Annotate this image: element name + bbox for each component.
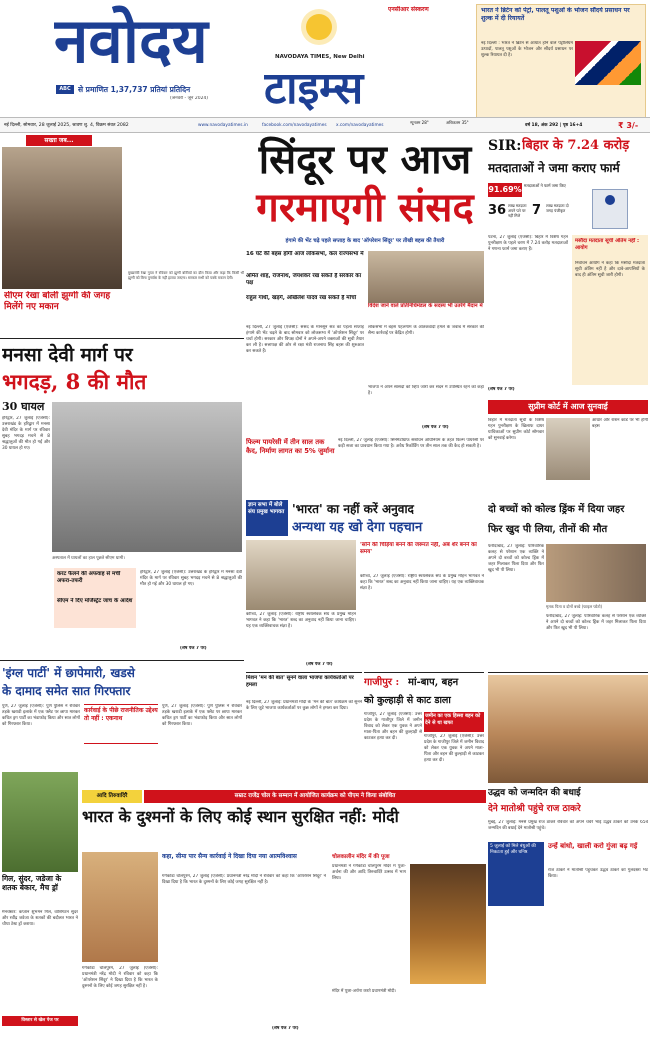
sir-stat2: 36 bbox=[488, 203, 507, 218]
film-body: नई दिल्ली, 27 जुलाई (एजेंसी): सिनेमैटोग्राफ संशोधन अधिनियम के तहत फिल्म पायरेसी पर कड़ी सजा का प्रावधान किया गया है। अवैध रिकॉर्डिंग पर तीन साल तक की कैद हो सकती है। bbox=[338, 438, 484, 449]
mob-story bbox=[246, 672, 362, 772]
masthead-tagline: NAVODAYA TIMES, New Delhi bbox=[275, 54, 365, 60]
uddhav-body: मुंबई, 27 जुलाई: मनसे प्रमुख राज ठाकरे रविवार को अपने चचेरे भाई उद्धव ठाकरे को उनके 65वें जन्मदिन की बधाई देने मातोश्री पहुंचे। bbox=[488, 820, 648, 831]
mob-body: नई दिल्ली, 27 जुलाई: प्रधानमंत्री मोदी के 'मन की बात' कार्यक्रम को सुनने के लिए जुटे भाजपा कार्यकर्ताओं पर कुछ लोगों ने हमला कर दिया। bbox=[246, 700, 362, 711]
temple-text: प्रधानमंत्री ने गंगैकोंडा चोलपुरम मंदिर में पूजा-अर्चना की और आदि तिरुवादिरै उत्सव में भाग लिया। bbox=[332, 864, 406, 881]
stampede-body-2: हरिद्वार, 27 जुलाई (एजेंसी): उत्तराखंड के हरिद्वार में मनसा देवी मंदिर के मार्ग पर रविवार सुबह भगदड़ मचने से 8 श्रद्धालुओं की मौत हो गई और 30 घायल हो गए। bbox=[140, 570, 242, 587]
stampede-body: हरिद्वार, 27 जुलाई (एजेंसी): उत्तराखंड के हरिद्वार में मनसा देवी मंदिर के मार्ग पर रविवार सुबह भगदड़ मचने से 8 श्रद्धालुओं की मौत हो गई और 30 घायल हो गए। bbox=[2, 416, 50, 451]
khadse-side: कार्रवाई के पीछे राजनीतिक उद्देश्य तो नहीं : एकनाथ bbox=[84, 704, 158, 744]
language-more: (शेष पेज 7 पर) bbox=[306, 662, 333, 667]
promo-headline: भारत ने ब्रिटेन को पेट्रो, पालतू पशुओं के भोजन सौंदर्य प्रसाधन पर शुल्क में दी रियायतें bbox=[481, 7, 630, 22]
lead-bullet: अमित शाह, राजनाथ, जयशंकर रख सकते हैं सरकार का पक्ष bbox=[246, 273, 362, 286]
drink-headline2: फिर खुद पी लिया, तीनों की मौत bbox=[488, 524, 608, 535]
language-body-2: कोच्चि, 27 जुलाई (एजेंसी): राष्ट्रीय स्वयंसेवक संघ के प्रमुख मोहन भागवत ने कहा कि 'भारत' शब्द का अनुवाद नहीं किया जाना चाहिए। यह एक व्यक्तिवाचक संज्ञा है। bbox=[246, 612, 356, 629]
cricket-photo bbox=[2, 772, 78, 872]
ghazipur-body: गाजीपुर, 27 जुलाई (एजेंसी): उत्तर प्रदेश के गाजीपुर जिले में जमीन विवाद को लेकर एक युवक ने अपने माता-पिता और बहन की कुल्हाड़ी से काटकर हत्या कर दी। bbox=[364, 712, 422, 741]
lead-body: नई दिल्ली, 27 जुलाई (एजेंसी): संसद के मानसून सत्र का पहला सप्ताह हंगामे की भेंट चढ़ने के बाद सोमवार को लोकसभा में 'ऑपरेशन सिंदूर' पर चर्चा होगी। सरकार और विपक्ष दोनों ने अपने-अपने वक्ताओं की सूची तैयार कर ली है। सत्तापक्ष की ओर से रक्षा मंत्री राजनाथ सिंह बहस की शुरुआत कर सकते हैं। bbox=[246, 325, 364, 354]
stampede-bullet: सीएम ने दिए मजिस्ट्रेट जांच के आदेश bbox=[57, 598, 133, 604]
sir-headline: बिहार के 7.24 करोड़ bbox=[522, 138, 630, 153]
modi-sub1: कहा, सीमा पार सैन्य कार्रवाई ने दिखा दिया नया आत्मविश्वास bbox=[162, 853, 297, 860]
flags-image bbox=[575, 41, 641, 85]
cm-visit-photo bbox=[2, 147, 122, 289]
uddhav-raj-photo bbox=[488, 675, 648, 783]
masthead-title: नवोदय bbox=[54, 5, 208, 77]
language-body: कोच्चि, 27 जुलाई (एजेंसी): राष्ट्रीय स्वयंसेवक संघ के प्रमुख मोहन भागवत ने कहा कि 'भारत' शब्द का अनुवाद नहीं किया जाना चाहिए। यह एक व्यक्तिवाचक संज्ञा है। bbox=[360, 574, 484, 591]
bond-headline: उन्हें बांधो, खाली करो गुंजा बढ़ गई bbox=[548, 842, 638, 850]
language-story bbox=[246, 500, 484, 670]
modi-body: गंगैकोंडा चोलपुरम, 27 जुलाई (एजेंसी): प्रधानमंत्री नरेंद्र मोदी ने रविवार को कहा कि 'ऑपरेशन सिंदूर' ने दिखा दिया है कि भारत के दुश्मनों के लिए कोई जगह सुरक्षित नहीं है। bbox=[162, 874, 326, 885]
temple-photo bbox=[410, 864, 486, 984]
drink-headline1: दो बच्चों को कोल्ड ड्रिंक में दिया जहर bbox=[488, 504, 625, 515]
language-tag: ज्ञान सभा में बोले संघ प्रमुख भागवत bbox=[246, 500, 288, 536]
stampede-photo bbox=[52, 402, 242, 552]
sport-link[interactable]: विस्तार से खेल पेज पर bbox=[2, 1016, 78, 1026]
temple-caption: मंदिर में पूजा-अर्चना करते प्रधानमंत्री मोदी। bbox=[332, 988, 397, 993]
bhagwat-photo bbox=[246, 540, 356, 610]
modi-strap: सम्राट राजेंद्र चोल के सम्मान में आयोजित कार्यक्रम को पीएम ने किया संबोधित bbox=[144, 790, 486, 803]
masthead bbox=[0, 0, 650, 133]
modi-more: (शेष पेज 7 पर) bbox=[272, 1026, 299, 1031]
stampede-headline1: मनसा देवी मार्ग पर bbox=[2, 344, 133, 366]
uddhav-headline1: उद्धव को जन्मदिन की बधाई bbox=[488, 788, 581, 798]
lead-subheadline: गरमाएगी संसद bbox=[256, 184, 474, 231]
left-top-caption: सीएम रेखा बोलीं झुग्गी की जगह मिलेंगे नए मकान bbox=[4, 291, 111, 312]
sir-tag: SIR: bbox=[488, 138, 522, 154]
uddhav-headline2: देने मातोश्री पहुंचे राज ठाकरे bbox=[488, 804, 581, 814]
ghazipur-tag: गाजीपुर : bbox=[364, 677, 400, 688]
sir-stat1: 91.69% bbox=[488, 183, 522, 197]
stampede-bullets bbox=[54, 568, 136, 628]
issue-meta: वर्ष 18, अंक 292 | पृष्ठ 16+4 bbox=[525, 123, 583, 128]
edition-label: एनसीआर संस्करण bbox=[388, 6, 429, 13]
bond-body: राज ठाकरे ने मातोश्री पहुंचकर उद्धव ठाकरे को गुलदस्ता भेंट किया। bbox=[548, 868, 648, 879]
stampede-more: (शेष पेज 7 पर) bbox=[180, 646, 207, 651]
stampede-caption: अस्पताल में घायलों का हाल पूछते सीएम धामी। bbox=[52, 556, 125, 561]
promo-text: नई दिल्ली : भारत ने ब्रिटेन से आयात होने वाले पेट्रोलियम उत्पादों, पालतू पशुओं के भोजन और सौंदर्य प्रसाधन पर शुल्क रियायत दी है। bbox=[481, 41, 573, 58]
stampede-story bbox=[0, 338, 244, 658]
sir-more: (शेष पेज 7 पर) bbox=[488, 387, 515, 392]
weather-max: अधिकतम 35° bbox=[446, 120, 469, 125]
film-story bbox=[246, 438, 484, 498]
stampede-headline2: भगदड़, 8 की मौत bbox=[2, 369, 147, 394]
drink-story bbox=[488, 500, 648, 670]
sir-story bbox=[488, 135, 648, 435]
sir-box-text: निर्वाचन आयोग ने कहा कि मसौदा मतदाता सूची अंतिम नहीं है और दावे-आपत्तियों के बाद ही अंतिम सूची जारी होगी। bbox=[575, 261, 645, 278]
x-link[interactable]: x.com/navodayatimes bbox=[336, 123, 384, 128]
khadse-story bbox=[0, 660, 244, 770]
dateline-strip bbox=[0, 117, 650, 133]
parliament-photo bbox=[368, 251, 484, 303]
sir-stat3: 7 bbox=[532, 203, 542, 218]
abc-badge: ABC bbox=[56, 85, 74, 94]
modi-tag: आदि तिरुवादिरै bbox=[82, 790, 142, 803]
court-text: बिहार में मतदाता सूची के विशेष गहन पुनरीक्षण के खिलाफ दायर याचिकाओं पर सुप्रीम कोर्ट सोमवार को सुनवाई करेगा। bbox=[488, 418, 544, 441]
masthead-subtitle: टाइम्स bbox=[264, 64, 364, 114]
left-top-story bbox=[0, 135, 124, 335]
sir-stat1-label: मतदाताओं ने फार्म जमा किए bbox=[524, 183, 566, 188]
sport-story bbox=[0, 772, 80, 1034]
khadse-body-2: पुणे, 27 जुलाई (एजेंसी): पुणे पुलिस ने रविवार तड़के खराडी इलाके में एक फ्लैट पर छापा मारकर कथित ड्रग पार्टी का भंडाफोड़ किया और सात लोगों को गिरफ्तार किया। bbox=[162, 704, 242, 727]
khadse-body: पुणे, 27 जुलाई (एजेंसी): पुणे पुलिस ने रविवार तड़के खराडी इलाके में एक फ्लैट पर छापा मारकर कथित ड्रग पार्टी का भंडाफोड़ किया और सात लोगों को गिरफ्तार किया। bbox=[2, 704, 80, 727]
language-headline1: 'भारत' का नहीं करें अनुवाद bbox=[292, 502, 414, 516]
lead-side-a: लोकसभा में बहस पहलगाम के आतंकवादी हमले के जवाब में सरकार की सैन्य कार्रवाई पर केंद्रित होगी। bbox=[368, 325, 484, 336]
left-top-banner: सख्ता जब... bbox=[26, 135, 92, 146]
court-banner: सुप्रीम कोर्ट में आज सुनवाई bbox=[488, 400, 648, 414]
ghazipur-headline2: को कुल्हाड़ी से काट डाला bbox=[364, 695, 451, 706]
drink-caption: मृतक पिता व दोनों बच्चे (फाइल फोटो) bbox=[546, 604, 603, 609]
price: ₹ 3/- bbox=[618, 121, 639, 130]
sir-body: पटना, 27 जुलाई (एजेंसी): बिहार में विशेष गहन पुनरीक्षण के पहले चरण में 7.24 करोड़ मतदाताओं ने गणना फार्म जमा कराए हैं। bbox=[488, 235, 568, 252]
lead-bullet: राहुल गांधी, खड़गे, अखिलेश यादव रख सकते हैं मोर्चा bbox=[246, 295, 357, 301]
temple-box bbox=[332, 852, 486, 1032]
sir-headline2: मतदाताओं ने जमा कराए फार्म bbox=[488, 161, 620, 175]
website-link[interactable]: www.navodayatimes.in bbox=[198, 123, 248, 128]
promo-box bbox=[476, 4, 646, 130]
ghazipur-bullet: जमीन का एक हिस्सा बहन को देने से था खफा bbox=[424, 712, 484, 732]
lead-bullet: 16 घंटे की बहस होगी आज लोकसभा, कल राज्यसभा में bbox=[246, 251, 364, 257]
sir-stat2-label: लाख मतदाता अपने पते पर नहीं मिले bbox=[508, 203, 527, 218]
khadse-headline1: 'इंग्ल पार्टी' में छापेमारी, खडसे bbox=[2, 666, 135, 680]
stampede-bullet: करंट फैलने की अफवाह से मची अफरा-तफरी bbox=[57, 571, 121, 584]
ghazipur-headline1: मां-बाप, बहन bbox=[408, 677, 459, 688]
sport-body: मैनचेस्टर: कप्तान शुभमन गिल, वाशिंगटन सुंदर और रवींद्र जडेजा के शतकों की बदौलत भारत ने चौथा टेस्ट ड्रॉ कराया। bbox=[2, 910, 78, 927]
lead-bullets bbox=[246, 251, 364, 317]
film-headline: फिल्म पायरेसी में तीन साल तक कैद, निर्माण लागत का 5% जुर्माना bbox=[246, 438, 335, 455]
court-photo bbox=[546, 418, 590, 480]
lead-side-b: भाजपा ने अपने सांसदों को व्हिप जारी कर सदन में उपस्थित रहने को कहा है। bbox=[368, 385, 484, 396]
stampede-count: 30 घायल bbox=[2, 400, 45, 413]
temple-headline: चोलकालीन मंदिर में की पूजा bbox=[332, 854, 390, 860]
circulation-note: (जनवरी - जून 2024) bbox=[170, 96, 209, 101]
sir-stat3-label: लाख मतदाता दो जगह पंजीकृत bbox=[546, 203, 569, 213]
sun-logo-icon bbox=[306, 14, 332, 40]
ghazipur-story bbox=[364, 672, 484, 788]
khadse-headline2: के दामाद समेत सात गिरफ्तार bbox=[2, 684, 131, 698]
court-story bbox=[488, 400, 648, 498]
language-headline2: अन्यथा यह खो देगा पहचान bbox=[292, 520, 423, 535]
language-quote: 'सोने की चिड़िया बनने की जरूरत नहीं, अब शेर बनने का समय' bbox=[360, 542, 477, 555]
voting-graphic bbox=[572, 183, 648, 233]
circulation-text: से प्रमाणित 1,37,737 प्रतियां प्रतिदिन bbox=[78, 85, 191, 94]
modi-body-2: गंगैकोंडा चोलपुरम, 27 जुलाई (एजेंसी): प्रधानमंत्री नरेंद्र मोदी ने रविवार को कहा कि 'ऑपरेशन सिंदूर' ने दिखा दिया है कि भारत के दुश्मनों के लिए कोई जगह सुरक्षित नहीं है। bbox=[82, 966, 158, 989]
sir-box bbox=[572, 235, 648, 385]
lead-note: विदेश जाने वाले प्रतिनिधिमंडल के सदस्य भी उतरेंगे मैदान में bbox=[368, 303, 483, 309]
uddhav-bullet: 5 जुलाई को मिले बंधुओं की निकटता हुई और घनिष्ठ bbox=[488, 842, 544, 906]
left-top-text: मुख्यमंत्री रेखा गुप्ता ने रविवार को झुग्गी बस्तियों का दौरा किया और कहा कि किसी भी झुग्गी को बिना पुनर्वास के नहीं हटाया जाएगा। सरकार सभी को पक्के मकान देगी। bbox=[128, 271, 244, 280]
lead-headline: सिंदूर पर आज bbox=[258, 136, 472, 183]
facebook-link[interactable]: facebook.com/navodayatimes bbox=[262, 123, 327, 128]
drink-photo bbox=[546, 544, 646, 602]
weather-min: न्यूनतम 28° bbox=[410, 120, 429, 125]
lead-more: (शेष पेज 7 पर) bbox=[422, 425, 449, 430]
lead-strap: हंगामे की भेंट चढ़े पहले सप्ताह के बाद 'ऑपरेशन सिंदूर' पर तीखी बहस की तैयारी bbox=[285, 238, 445, 244]
sir-box-head: मसौदा मतदाता सूची अंतिम नहीं : आयोग bbox=[575, 238, 640, 251]
modi-headline: भारत के दुश्मनों के लिए कोई स्थान सुरक्षित नहीं: मोदी bbox=[82, 807, 399, 826]
drink-body-2: फरीदाबाद, 27 जुलाई: पारिवारिक कलह से परेशान एक व्यक्ति ने अपने दो बच्चों को कोल्ड ड्रिंक में जहर मिलाकर पिला दिया और फिर खुद भी पी लिया। bbox=[546, 614, 646, 631]
mob-headline: मिशन 'मन की बात' सुनने वाला भाजपा कार्यकर्ताओं पर हमला bbox=[246, 675, 354, 688]
lead-story bbox=[246, 135, 484, 435]
court-caption: आधार और राशन कार्ड पर भी होगी बहस bbox=[592, 418, 648, 429]
modi-story bbox=[82, 790, 486, 1036]
drink-body: फरीदाबाद, 27 जुलाई: पारिवारिक कलह से परेशान एक व्यक्ति ने अपने दो बच्चों को कोल्ड ड्रिंक में जहर मिलाकर पिला दिया और फिर खुद भी पी लिया। bbox=[488, 544, 544, 573]
uddhav-story bbox=[488, 672, 648, 912]
modi-photo bbox=[82, 852, 158, 962]
ghazipur-body-2: गाजीपुर, 27 जुलाई (एजेंसी): उत्तर प्रदेश के गाजीपुर जिले में जमीन विवाद को लेकर एक युवक ने अपने माता-पिता और बहन की कुल्हाड़ी से काटकर हत्या कर दी। bbox=[424, 734, 484, 763]
dateline: नई दिल्ली, सोमवार, 28 जुलाई 2025, श्रावण शु. 4, विक्रम संवत 2082 bbox=[4, 123, 129, 128]
sport-headline: गिल, सुंदर, जडेजा के शतक बेकार, मैच ड्रॉ bbox=[2, 874, 62, 892]
